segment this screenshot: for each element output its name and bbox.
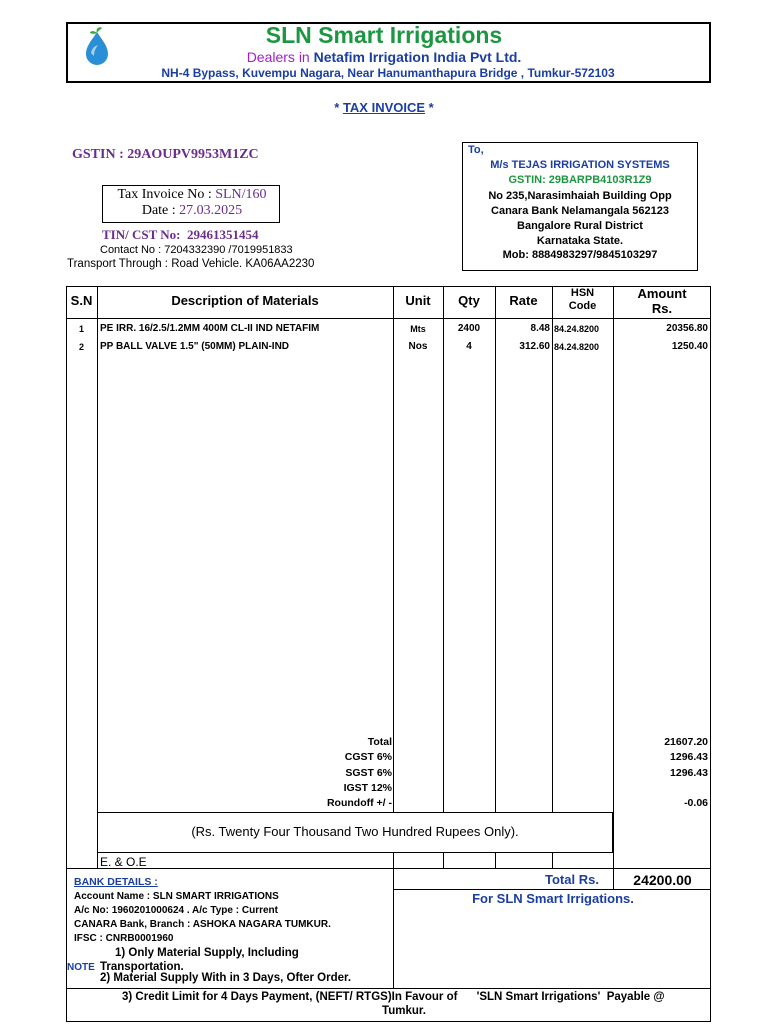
note-2: 2) Material Supply With in 3 Days, Ofter Order. bbox=[100, 972, 352, 984]
grand-total-label: Total Rs. bbox=[545, 872, 599, 887]
notes-divider bbox=[66, 988, 711, 989]
company-address: NH-4 Bypass, Kuvempu Nagara, Near Hanumanthapura Bridge , Tumkur-572103 bbox=[161, 66, 615, 80]
buyer-mobile: Mob: 8884983297/9845103297 bbox=[502, 249, 658, 261]
row-1-unit: Mts bbox=[410, 324, 426, 334]
buyer-address-1: No 235,Narasimhaiah Building Opp bbox=[488, 190, 672, 202]
total-value: 21607.20 bbox=[664, 736, 708, 748]
header-description: Description of Materials bbox=[171, 293, 319, 308]
signature-for: For SLN Smart Irrigations. bbox=[472, 891, 634, 906]
words-suffix: Only). bbox=[480, 824, 519, 839]
invoice-no-label: Tax Invoice No : bbox=[117, 187, 212, 202]
gstin-value: 29AOUPV9953M1ZC bbox=[127, 147, 259, 162]
column-divider bbox=[97, 286, 98, 868]
grand-total-value: 24200.00 bbox=[633, 872, 692, 888]
invoice-number bbox=[106, 187, 278, 203]
date-label: Date : bbox=[141, 203, 176, 218]
to-label: To, bbox=[468, 144, 484, 156]
bank-details-title: BANK DETAILS : bbox=[74, 876, 158, 888]
header-divider bbox=[66, 318, 711, 319]
row-2-hsn: 84.24.8200 bbox=[554, 342, 600, 352]
note-1b: Transportation. bbox=[100, 961, 184, 973]
buyer-address-3: Bangalore Rural District bbox=[517, 220, 643, 232]
row-2-qty: 4 bbox=[466, 341, 472, 352]
invoice-title bbox=[0, 100, 768, 115]
header-sn: S.N bbox=[70, 293, 93, 308]
invoice-title-main: TAX INVOICE bbox=[342, 100, 426, 115]
date-value: 27.03.2025 bbox=[179, 203, 243, 218]
row-2-rate: 312.60 bbox=[519, 341, 550, 352]
tin-value: 29461351454 bbox=[187, 227, 259, 242]
sgst-value: 1296.43 bbox=[670, 767, 708, 779]
cgst-label: CGST 6% bbox=[344, 751, 392, 763]
transport-details: Transport Through : Road Vehicle. KA06AA2230 bbox=[67, 258, 315, 270]
row-2-unit: Nos bbox=[408, 341, 428, 352]
dealer-line bbox=[0, 49, 768, 65]
roundoff-label: Roundoff +/ - bbox=[326, 797, 392, 809]
footer-column-divider bbox=[393, 868, 394, 988]
column-divider bbox=[393, 286, 394, 868]
column-divider bbox=[443, 286, 444, 868]
row-1-sn: 1 bbox=[78, 324, 84, 334]
row-1-hsn: 84.24.8200 bbox=[554, 324, 600, 334]
header-hsn: HSN bbox=[570, 287, 595, 299]
bank-branch: CANARA Bank, Branch : ASHOKA NAGARA TUMKUR. bbox=[74, 919, 331, 930]
buyer-name: M/s TEJAS IRRIGATION SYSTEMS bbox=[490, 159, 670, 171]
note-1a: 1) Only Material Supply, Including bbox=[115, 947, 299, 959]
bank-account-number: A/c No: 1960201000624 . A/c Type : Current bbox=[74, 905, 278, 916]
buyer-address-2: Canara Bank Nelamangala 562123 bbox=[491, 205, 669, 217]
note-label: NOTE bbox=[67, 962, 95, 973]
invoice-title-suffix: * bbox=[425, 100, 434, 115]
header-qty: Qty bbox=[458, 293, 480, 308]
row-1-amount: 20356.80 bbox=[666, 323, 708, 334]
amount-in-words bbox=[97, 824, 613, 839]
row-1-description: PE IRR. 16/2.5/1.2MM 400M CL-II IND NETAFIM bbox=[100, 323, 320, 334]
header-unit: Unit bbox=[405, 293, 431, 308]
igst-label: IGST 12% bbox=[343, 782, 392, 794]
header-hsn-code: Code bbox=[568, 300, 597, 312]
note-3a: 3) Credit Limit for 4 Days Payment, (NEFT/ RTGS)In Favour of 'SLN Smart Irrigations' Payable @ bbox=[122, 991, 665, 1003]
row-2-amount: 1250.40 bbox=[671, 341, 708, 352]
tin-label: TIN/ CST No: bbox=[102, 227, 181, 242]
bank-ifsc: IFSC : CNRB0001960 bbox=[74, 933, 174, 944]
invoice-title-prefix: * bbox=[334, 100, 343, 115]
bank-account-name: Account Name : SLN SMART IRRIGATIONS bbox=[74, 891, 279, 902]
roundoff-value: -0.06 bbox=[684, 797, 708, 809]
words-main: Twenty Four Thousand Two Hundred Rupees bbox=[218, 824, 481, 839]
cgst-value: 1296.43 bbox=[670, 751, 708, 763]
contact-numbers: Contact No : 7204332390 /7019951833 bbox=[100, 244, 293, 256]
tin-cst-number bbox=[102, 227, 259, 243]
words-prefix: (Rs. bbox=[191, 824, 219, 839]
company-name: SLN Smart Irrigations bbox=[265, 22, 503, 48]
total-label: Total bbox=[367, 736, 392, 748]
column-divider bbox=[613, 286, 614, 889]
errors-omissions-excepted: E. & O.E bbox=[100, 855, 147, 869]
seller-gstin bbox=[72, 147, 259, 163]
row-2-description: PP BALL VALVE 1.5" (50MM) PLAIN-IND bbox=[100, 341, 290, 352]
dealer-company: Netafim Irrigation India Pvt Ltd. bbox=[313, 49, 522, 65]
total-divider bbox=[393, 889, 711, 890]
row-1-rate: 8.48 bbox=[530, 323, 550, 334]
gstin-label: GSTIN : bbox=[72, 147, 124, 162]
column-divider bbox=[552, 286, 553, 868]
footer-divider bbox=[66, 868, 711, 869]
row-1-qty: 2400 bbox=[457, 323, 481, 334]
invoice-date bbox=[106, 203, 278, 219]
column-divider bbox=[495, 286, 496, 868]
buyer-address-4: Karnataka State. bbox=[536, 235, 624, 247]
note-3b: Tumkur. bbox=[382, 1005, 426, 1017]
buyer-gstin: GSTIN: 29BARPB4103R1Z9 bbox=[508, 174, 652, 186]
header-amount: Amount bbox=[637, 286, 687, 301]
invoice-no-value: SLN/160 bbox=[215, 187, 267, 202]
row-2-sn: 2 bbox=[78, 342, 84, 352]
header-amount-rs: Rs. bbox=[651, 301, 673, 316]
dealer-prefix: Dealers in bbox=[246, 49, 310, 65]
sgst-label: SGST 6% bbox=[345, 767, 392, 779]
header-rate: Rate bbox=[509, 293, 538, 308]
